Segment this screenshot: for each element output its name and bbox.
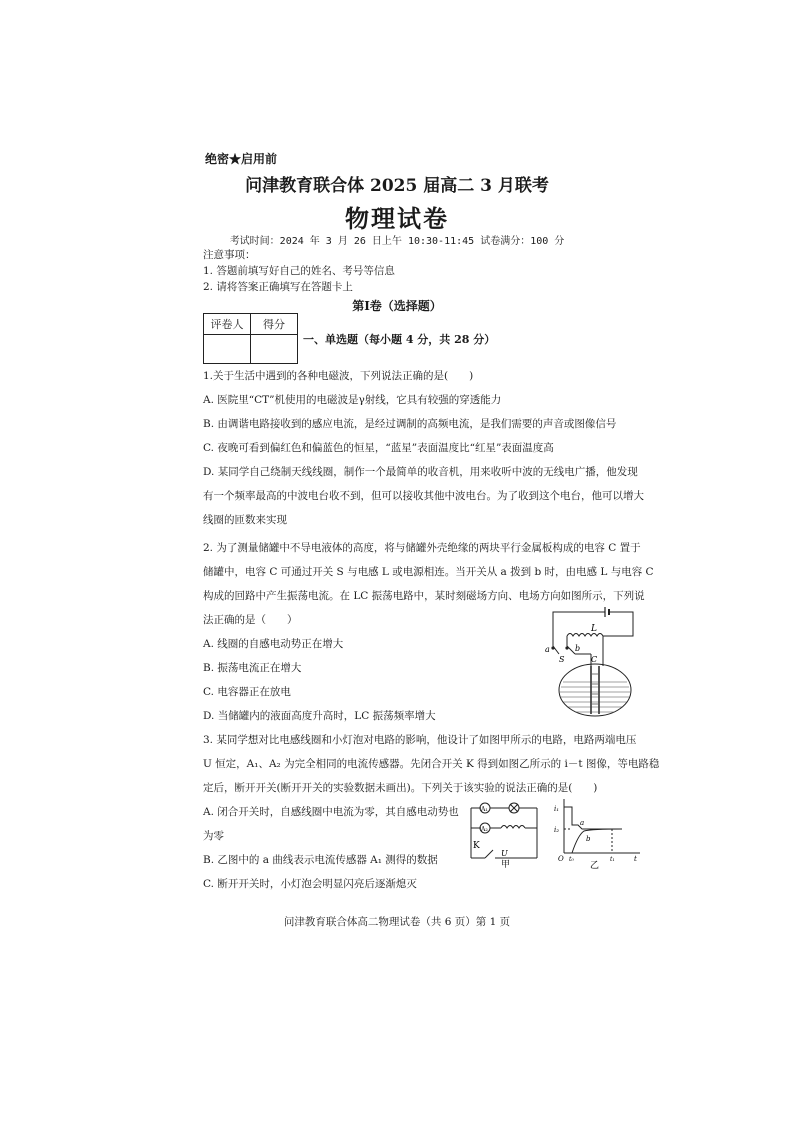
score-cell xyxy=(251,335,298,364)
note-item: 2. 请将答案正确填写在答题卡上 xyxy=(203,281,353,293)
label-L: L xyxy=(591,624,597,634)
section-title: 第Ⅰ卷（选择题） xyxy=(352,299,442,313)
q1-option-d-cont: 线圈的匝数来实现 xyxy=(203,514,287,526)
label-t: t xyxy=(634,855,637,863)
q2-option-d: D. 当储罐内的液面高度升高时，LC 振荡频率增大 xyxy=(203,710,436,722)
label-S: S xyxy=(559,655,565,664)
q1-option-b: B. 由调谐电路接收到的感应电流，是经过调制的高频电流，是我们需要的声音或图像信号 xyxy=(203,418,617,430)
note-item: 1. 答题前填写好自己的姓名、考号等信息 xyxy=(203,265,395,277)
question-1 xyxy=(203,364,794,532)
label-b-curve: b xyxy=(586,835,591,843)
q3-stem-line: 定后，断开开关(断开开关的实验数据未画出)。下列关于该实验的说法正确的是( ) xyxy=(203,782,598,794)
q1-option-c: C. 夜晚可看到偏红色和偏蓝色的恒星，“蓝星”表面温度比“红星”表面温度高 xyxy=(203,442,554,454)
label-A1: A₁ xyxy=(481,806,488,813)
question-2-options xyxy=(203,632,436,728)
label-a: a xyxy=(545,645,550,654)
label-i1: i₁ xyxy=(554,805,560,813)
q2-option-a: A. 线圈的自感电动势正在增大 xyxy=(203,638,344,650)
q3-option-c: C. 断开开关时，小灯泡会明显闪亮后逐渐熄灭 xyxy=(203,878,417,890)
label-A2: A₂ xyxy=(481,826,488,833)
notes-heading: 注意事项： xyxy=(203,249,256,261)
notes xyxy=(203,247,395,295)
label-jia: 甲 xyxy=(501,860,511,868)
part1-title: 一、单选题（每小题 4 分，共 28 分） xyxy=(303,333,496,346)
q3-stem-line: 3. 某同学想对比电感线圈和小灯泡对电路的影响，他设计了如图甲所示的电路，电路两端电压 xyxy=(203,734,637,746)
label-yi: 乙 xyxy=(590,861,600,870)
q1-option-d: D. 某同学自己绕制天线线圈，制作一个最简单的收音机，用来收听中波的无线电广播，他发现 xyxy=(203,466,638,478)
q3-option-a: A. 闭合开关时，自感线圈中电流为零，其自感电动势也 xyxy=(203,806,459,818)
q3-option-a-cont: 为零 xyxy=(203,830,224,842)
lc-circuit-figure xyxy=(545,606,645,721)
q1-option-d-cont: 有一个频率最高的中波电台收不到，但可以接收其他中波电台。为了收到这个电台，他可以增大 xyxy=(203,490,644,502)
circuit-figure-jia xyxy=(465,798,545,868)
label-C: C xyxy=(591,655,598,664)
q1-option-a: A. 医院里“CT”机使用的电磁波是γ射线，它具有较强的穿透能力 xyxy=(203,394,502,406)
q2-option-b: B. 振荡电流正在增大 xyxy=(203,662,302,674)
it-graph-yi xyxy=(552,795,647,870)
q2-stem-line: 法正确的是（ ） xyxy=(203,614,298,626)
score-header: 得分 xyxy=(251,314,298,335)
label-i2: i₂ xyxy=(554,826,560,834)
label-U: U xyxy=(501,849,508,858)
score-table xyxy=(203,313,298,364)
confidential-mark: 绝密★启用前 xyxy=(205,152,278,166)
question-3-options xyxy=(203,800,473,896)
q2-stem-line: 储罐中，电容 C 可通过开关 S 与电感 L 或电源相连。当开关从 a 拨到 b 时，由电感 L 与电容 C xyxy=(203,566,654,578)
question-3-stem xyxy=(203,728,794,800)
subject-title: 物理试卷 xyxy=(345,204,449,233)
exam-title: 问津教育联合体 2025 届高二 3 月联考 xyxy=(245,176,549,196)
label-a-curve: a xyxy=(580,819,585,827)
label-t0: t₀ xyxy=(569,856,574,863)
label-t1: t₁ xyxy=(610,856,615,863)
page-footer: 问津教育联合体高二物理试卷（共 6 页）第 1 页 xyxy=(283,916,511,928)
exam-info: 考试时间：2024 年 3 月 26 日上午 10:30-11:45 试卷满分：100 分 xyxy=(229,236,565,247)
q3-stem-line: U 恒定，A₁、A₂ 为完全相同的电流传感器。先闭合开关 K 得到如图乙所示的 i－t 图像，等电路稳 xyxy=(203,758,660,770)
q1-stem: 1.关于生活中遇到的各种电磁波，下列说法正确的是( ) xyxy=(203,370,474,382)
grader-cell xyxy=(204,335,251,364)
q2-stem-line: 构成的回路中产生振荡电流。在 LC 振荡电路中，某时刻磁场方向、电场方向如图所示，下列说 xyxy=(203,590,645,602)
label-b: b xyxy=(575,644,581,653)
question-2-stem xyxy=(203,536,794,632)
q3-option-b: B. 乙图中的 a 曲线表示电流传感器 A₁ 测得的数据 xyxy=(203,854,438,866)
q2-option-c: C. 电容器正在放电 xyxy=(203,686,291,698)
grader-header: 评卷人 xyxy=(204,314,251,335)
q2-stem-line: 2. 为了测量储罐中不导电液体的高度，将与储罐外壳绝缘的两块平行金属板构成的电容 C 置于 xyxy=(203,542,641,554)
label-O: O xyxy=(558,855,564,863)
label-K: K xyxy=(473,841,480,851)
